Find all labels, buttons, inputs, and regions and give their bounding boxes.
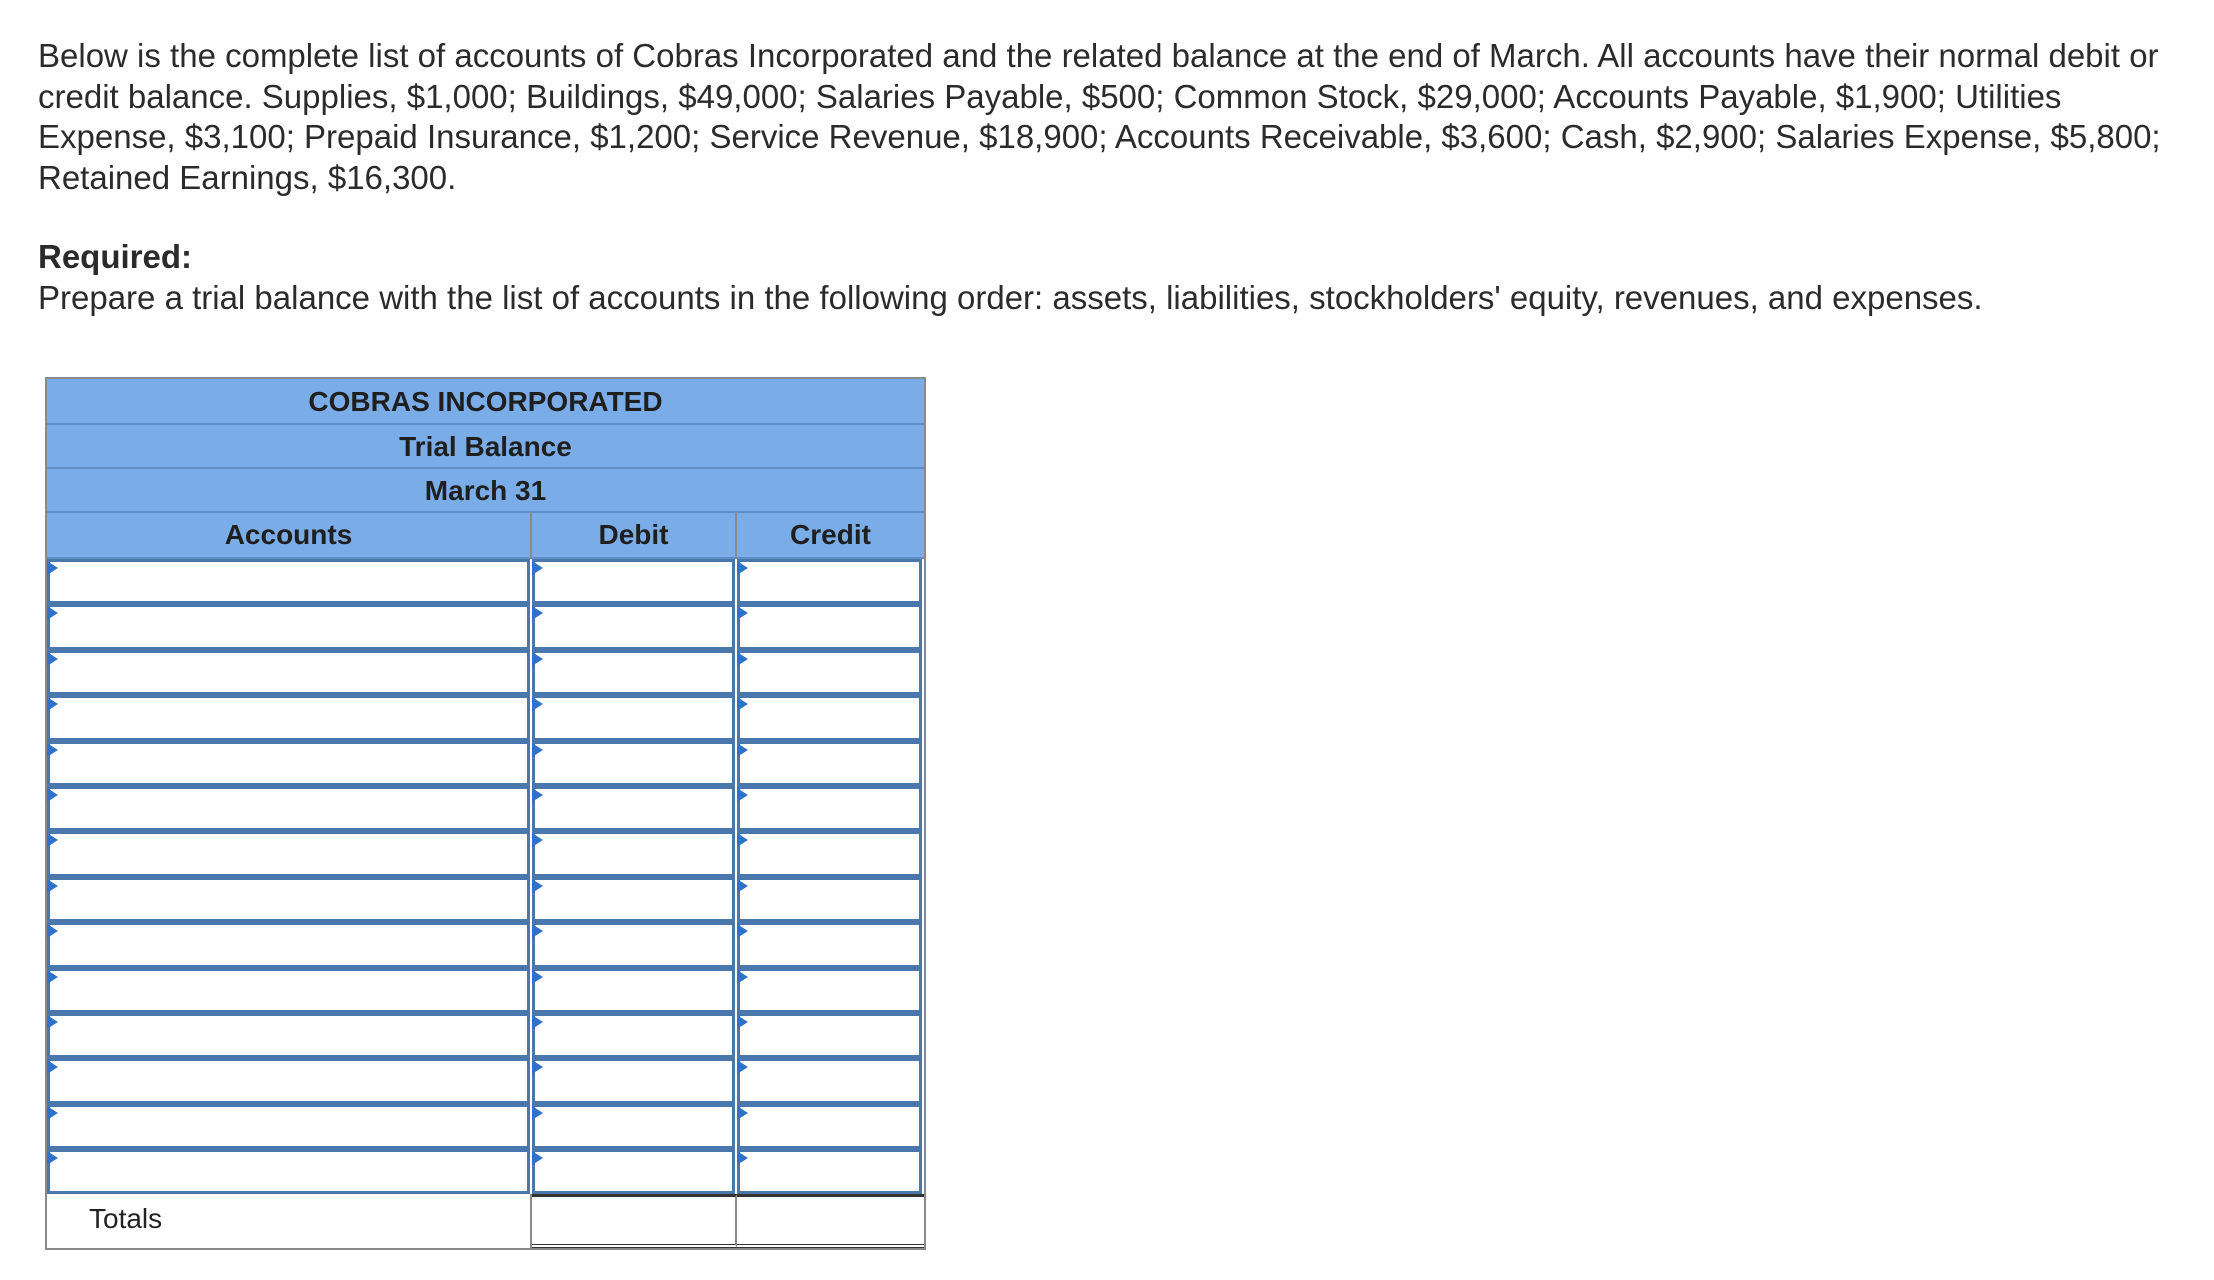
account-cell: [47, 877, 530, 922]
account-dropdown[interactable]: [50, 1107, 527, 1146]
debit-input[interactable]: [535, 925, 732, 964]
credit-cell: [737, 695, 922, 740]
account-dropdown[interactable]: [50, 880, 527, 919]
credit-cell: [737, 831, 922, 876]
account-dropdown[interactable]: [50, 653, 527, 692]
credit-input[interactable]: [740, 971, 919, 1010]
account-cell: [47, 922, 530, 967]
credit-input[interactable]: [740, 744, 919, 783]
problem-prompt: Below is the complete list of accounts of Cobras Incorporated and the related balance at the end of March. All accounts have their normal debit or credit balance. Supplies, $1,000; Buildings, $49,000; Salaries Payable, $500; Common Stock, $29,000; Accounts Payable, $1,900; Utilities Expense, $3,100; Prepaid Insurance, $1,200; Service Revenue, $18,900; Accounts Receivable, $3,600; Cash, $2,900; Salaries Expense, $5,800; Retained Earnings, $16,300.: [38, 37, 2161, 196]
entry-rows: [47, 559, 924, 1194]
credit-input[interactable]: [740, 607, 919, 646]
account-cell: [47, 831, 530, 876]
debit-cell: [532, 650, 735, 695]
trial-balance-table: [45, 377, 926, 1250]
credit-input[interactable]: [740, 562, 919, 601]
credit-input[interactable]: [740, 1107, 919, 1146]
account-cell: [47, 1013, 530, 1058]
accounts-column-header: Accounts: [47, 513, 532, 557]
account-cell: [47, 1104, 530, 1149]
account-dropdown[interactable]: [50, 1016, 527, 1055]
account-cell: [47, 604, 530, 649]
credit-input[interactable]: [740, 653, 919, 692]
totals-row: [47, 1194, 924, 1248]
account-cell: [47, 1058, 530, 1103]
credit-cell: [737, 786, 922, 831]
credit-cell: [737, 1104, 922, 1149]
debit-input[interactable]: [535, 744, 732, 783]
table-row: [47, 1058, 924, 1103]
column-headers: [47, 513, 924, 559]
credit-input[interactable]: [740, 880, 919, 919]
credit-input[interactable]: [740, 1061, 919, 1100]
debit-input[interactable]: [535, 653, 732, 692]
account-dropdown[interactable]: [50, 834, 527, 873]
account-dropdown[interactable]: [50, 698, 527, 737]
debit-input[interactable]: [535, 698, 732, 737]
debit-input[interactable]: [535, 562, 732, 601]
debit-cell: [532, 1013, 735, 1058]
table-row: [47, 786, 924, 831]
credit-cell: [737, 1149, 922, 1194]
account-dropdown[interactable]: [50, 1152, 527, 1191]
table-row: [47, 968, 924, 1013]
account-cell: [47, 786, 530, 831]
debit-cell: [532, 968, 735, 1013]
account-cell: [47, 1149, 530, 1194]
table-row: [47, 604, 924, 649]
account-dropdown[interactable]: [50, 562, 527, 601]
credit-input[interactable]: [740, 698, 919, 737]
credit-cell: [737, 1013, 922, 1058]
table-row: [47, 559, 924, 604]
debit-input[interactable]: [535, 607, 732, 646]
credit-input[interactable]: [740, 789, 919, 828]
account-cell: [47, 741, 530, 786]
debit-cell: [532, 695, 735, 740]
debit-input[interactable]: [535, 880, 732, 919]
debit-total-cell: [532, 1194, 737, 1248]
credit-total-input[interactable]: [737, 1197, 924, 1244]
account-cell: [47, 650, 530, 695]
account-cell: [47, 695, 530, 740]
account-dropdown[interactable]: [50, 607, 527, 646]
account-dropdown[interactable]: [50, 744, 527, 783]
debit-cell: [532, 1058, 735, 1103]
debit-cell: [532, 1104, 735, 1149]
account-cell: [47, 968, 530, 1013]
credit-cell: [737, 922, 922, 967]
table-row: [47, 1149, 924, 1194]
debit-input[interactable]: [535, 1152, 732, 1191]
debit-cell: [532, 604, 735, 649]
credit-total-cell: [737, 1194, 924, 1248]
debit-input[interactable]: [535, 1107, 732, 1146]
debit-input[interactable]: [535, 1016, 732, 1055]
table-row: [47, 1104, 924, 1149]
debit-column-header: Debit: [532, 513, 737, 557]
account-cell: [47, 559, 530, 604]
debit-cell: [532, 786, 735, 831]
debit-input[interactable]: [535, 789, 732, 828]
debit-cell: [532, 922, 735, 967]
account-dropdown[interactable]: [50, 971, 527, 1010]
company-name-header: COBRAS INCORPORATED: [47, 379, 924, 425]
debit-cell: [532, 559, 735, 604]
debit-input[interactable]: [535, 1061, 732, 1100]
table-row: [47, 922, 924, 967]
table-row: [47, 877, 924, 922]
statement-title-header: Trial Balance: [47, 425, 924, 469]
table-row: [47, 650, 924, 695]
credit-cell: [737, 559, 922, 604]
table-row: [47, 741, 924, 786]
credit-cell: [737, 877, 922, 922]
account-dropdown[interactable]: [50, 925, 527, 964]
credit-cell: [737, 650, 922, 695]
account-dropdown[interactable]: [50, 1061, 527, 1100]
credit-input[interactable]: [740, 834, 919, 873]
totals-label: Totals: [47, 1194, 532, 1248]
required-label: Required:: [38, 238, 193, 275]
debit-cell: [532, 741, 735, 786]
table-row: [47, 695, 924, 740]
debit-cell: [532, 877, 735, 922]
account-dropdown[interactable]: [50, 789, 527, 828]
credit-cell: [737, 968, 922, 1013]
statement-date-header: March 31: [47, 469, 924, 513]
credit-cell: [737, 604, 922, 649]
table-row: [47, 1013, 924, 1058]
debit-input[interactable]: [535, 971, 732, 1010]
credit-column-header: Credit: [790, 519, 871, 550]
credit-cell: [737, 1058, 922, 1103]
debit-total-input[interactable]: [532, 1197, 735, 1244]
debit-cell: [532, 831, 735, 876]
credit-input[interactable]: [740, 925, 919, 964]
debit-cell: [532, 1149, 735, 1194]
credit-input[interactable]: [740, 1016, 919, 1055]
debit-input[interactable]: [535, 834, 732, 873]
required-instructions: Prepare a trial balance with the list of accounts in the following order: assets, liabilities, stockholders' equity, revenues, and expenses.: [38, 279, 1983, 316]
table-row: [47, 831, 924, 876]
credit-cell: [737, 741, 922, 786]
credit-input[interactable]: [740, 1152, 919, 1191]
